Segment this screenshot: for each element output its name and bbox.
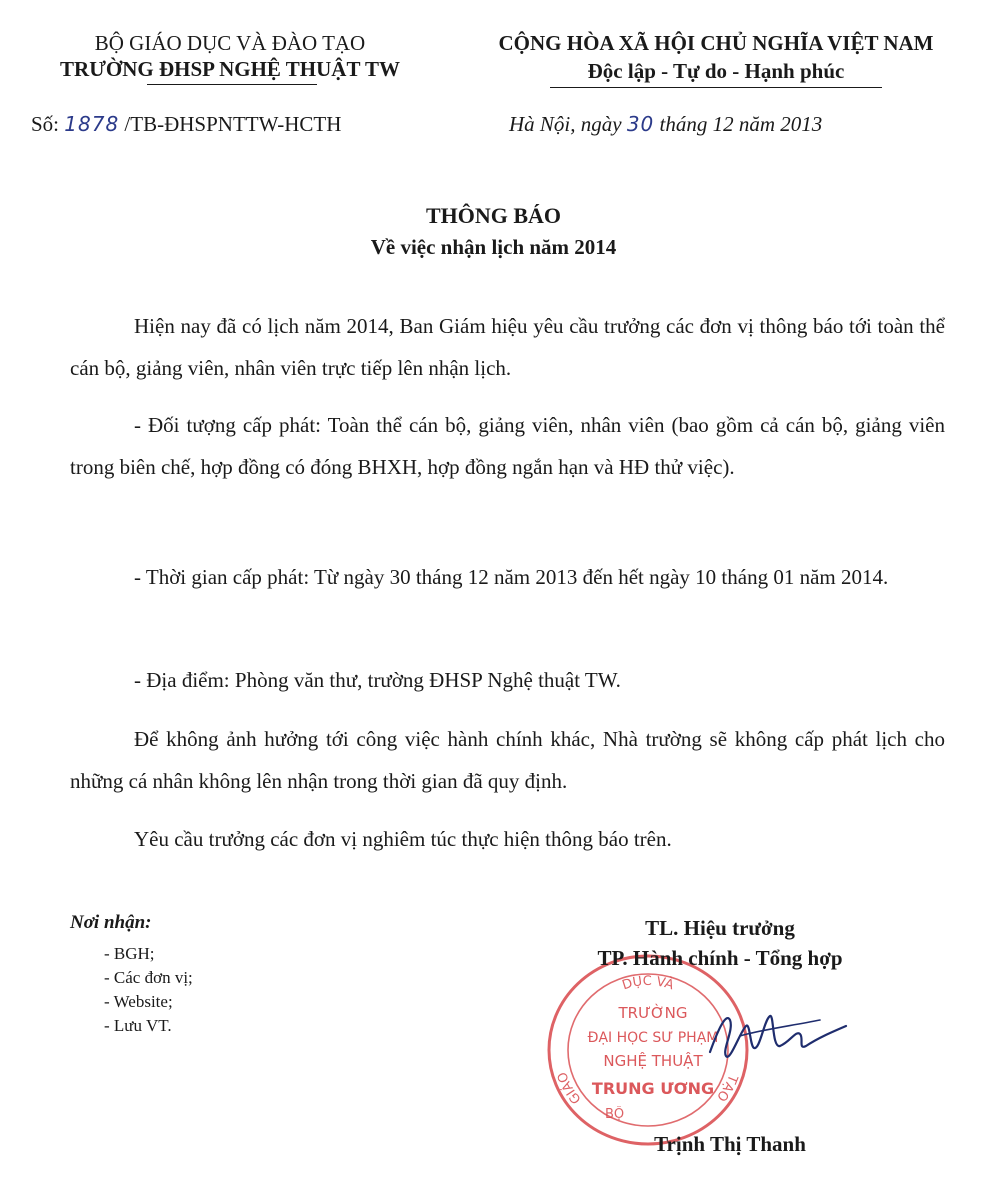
recipients-title: Nơi nhận: bbox=[70, 912, 152, 933]
recipient-item: - Lưu VT. bbox=[104, 1016, 172, 1035]
document-number bbox=[31, 111, 341, 137]
body-paragraph-5 bbox=[70, 718, 945, 802]
signer-name: Trịnh Thị Thanh bbox=[654, 1132, 806, 1156]
motto-underline bbox=[550, 87, 882, 88]
recipients-list bbox=[104, 942, 193, 1038]
body-paragraph-2-text: - Đối tượng cấp phát: Toàn thể cán bộ, giảng viên, nhân viên (bao gồm cả cán bộ, giảng viên trong biên chế, hợp đồng có đóng BHXH, hợp đồng ngắn hạn và HĐ thử việc). bbox=[70, 413, 945, 479]
document-subtitle: Về việc nhận lịch năm 2014 bbox=[370, 235, 617, 259]
body-paragraph-4-text: - Địa điểm: Phòng văn thư, trường ĐHSP Nghệ thuật TW. bbox=[134, 668, 621, 692]
date-day-handwritten: 30 bbox=[626, 112, 655, 136]
svg-text:GIÁO bbox=[555, 1070, 585, 1107]
body-paragraph-4 bbox=[70, 659, 945, 701]
place-date-suffix: tháng 12 năm 2013 bbox=[659, 112, 823, 136]
doc-number-suffix: /TB-ĐHSPNTTW-HCTH bbox=[124, 112, 342, 136]
document-title: THÔNG BÁO bbox=[425, 203, 562, 228]
recipient-item: - Các đơn vị; bbox=[104, 968, 193, 987]
republic-name: CỘNG HÒA XÃ HỘI CHỦ NGHĨA VIỆT NAM bbox=[498, 31, 934, 55]
signature-title-2: TP. Hành chính - Tổng hợp bbox=[597, 946, 843, 970]
body-paragraph-6-text: Yêu cầu trưởng các đơn vị nghiêm túc thực hiện thông báo trên. bbox=[134, 827, 672, 851]
seal-line-3: NGHỆ THUẬT bbox=[603, 1052, 703, 1070]
svg-text:DỤC VÀ bbox=[620, 974, 676, 993]
signature-title-1: TL. Hiệu trưởng bbox=[645, 916, 795, 940]
doc-number-handwritten: 1878 bbox=[64, 112, 120, 136]
body-paragraph-5-text: Để không ảnh hưởng tới công việc hành chính khác, Nhà trường sẽ không cấp phát lịch cho những cá nhân không lên nhận trong thời gian đã quy định. bbox=[70, 727, 945, 793]
seal-arc-bottom-left: BỘ bbox=[605, 1107, 625, 1122]
school-underline bbox=[147, 84, 317, 85]
body-paragraph-6 bbox=[70, 818, 945, 860]
seal-arc-left: GIÁO bbox=[554, 1069, 585, 1107]
seal-line-2: ĐẠI HỌC SƯ PHẠM bbox=[587, 1030, 719, 1046]
body-paragraph-3-text: - Thời gian cấp phát: Từ ngày 30 tháng 12 năm 2013 đến hết ngày 10 tháng 01 năm 2014. bbox=[134, 565, 889, 589]
seal-arc-top: DỤC VÀ bbox=[620, 973, 676, 994]
seal-arc-right: TẠO bbox=[713, 1072, 741, 1104]
school-name: TRƯỜNG ĐHSP NGHỆ THUẬT TW bbox=[60, 57, 400, 81]
doc-number-prefix: Số: bbox=[31, 112, 60, 136]
place-date-prefix: Hà Nội, ngày bbox=[509, 112, 622, 136]
recipient-item: - Website; bbox=[104, 992, 173, 1011]
seal-line-1: TRƯỜNG bbox=[618, 1004, 688, 1022]
body-paragraph-3 bbox=[70, 556, 945, 598]
handwritten-signature bbox=[700, 990, 850, 1080]
recipient-item: - BGH; bbox=[104, 944, 155, 963]
body-paragraph-1 bbox=[70, 305, 945, 389]
place-and-date bbox=[509, 111, 822, 137]
national-motto: Độc lập - Tự do - Hạnh phúc bbox=[587, 59, 845, 83]
seal-line-4: TRUNG ƯƠNG bbox=[591, 1079, 715, 1098]
ministry-name: BỘ GIÁO DỤC VÀ ĐÀO TẠO bbox=[94, 31, 366, 55]
body-paragraph-2 bbox=[70, 404, 945, 488]
body-paragraph-1-text: Hiện nay đã có lịch năm 2014, Ban Giám hiệu yêu cầu trưởng các đơn vị thông báo tới toàn thể cán bộ, giảng viên, nhân viên trực tiếp lên nhận lịch. bbox=[70, 314, 945, 380]
